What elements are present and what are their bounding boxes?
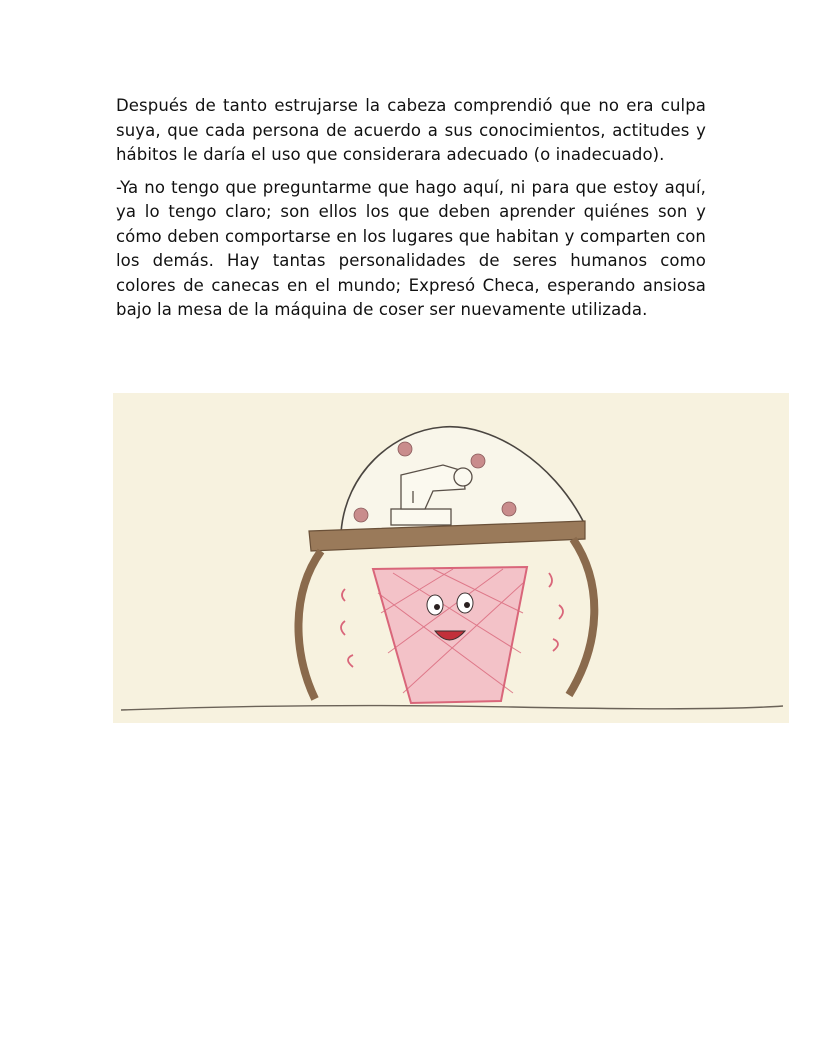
story-text xyxy=(116,94,706,331)
paragraph-1: Después de tanto estrujarse la cabeza comprendió que no era culpa suya, que cada persona de acuerdo a sus conocimientos, actitudes y hábitos le daría el uso que considerara adecuado (o inadecuado). xyxy=(116,96,706,164)
paragraph-2: -Ya no tengo que preguntarme que hago aquí, ni para que estoy aquí, ya lo tengo claro; son ellos los que deben aprender quiénes son y cómo deben comportarse en los lugares que habitan y comparten con los demás. Hay tantas personalidades de seres humanos como colores de canecas en el mundo; Expresó Checa, esperando ansiosa bajo la mesa de la máquina de coser ser nuevamente utilizada. xyxy=(116,177,706,319)
illustration-sewing-table-basket xyxy=(113,393,789,723)
